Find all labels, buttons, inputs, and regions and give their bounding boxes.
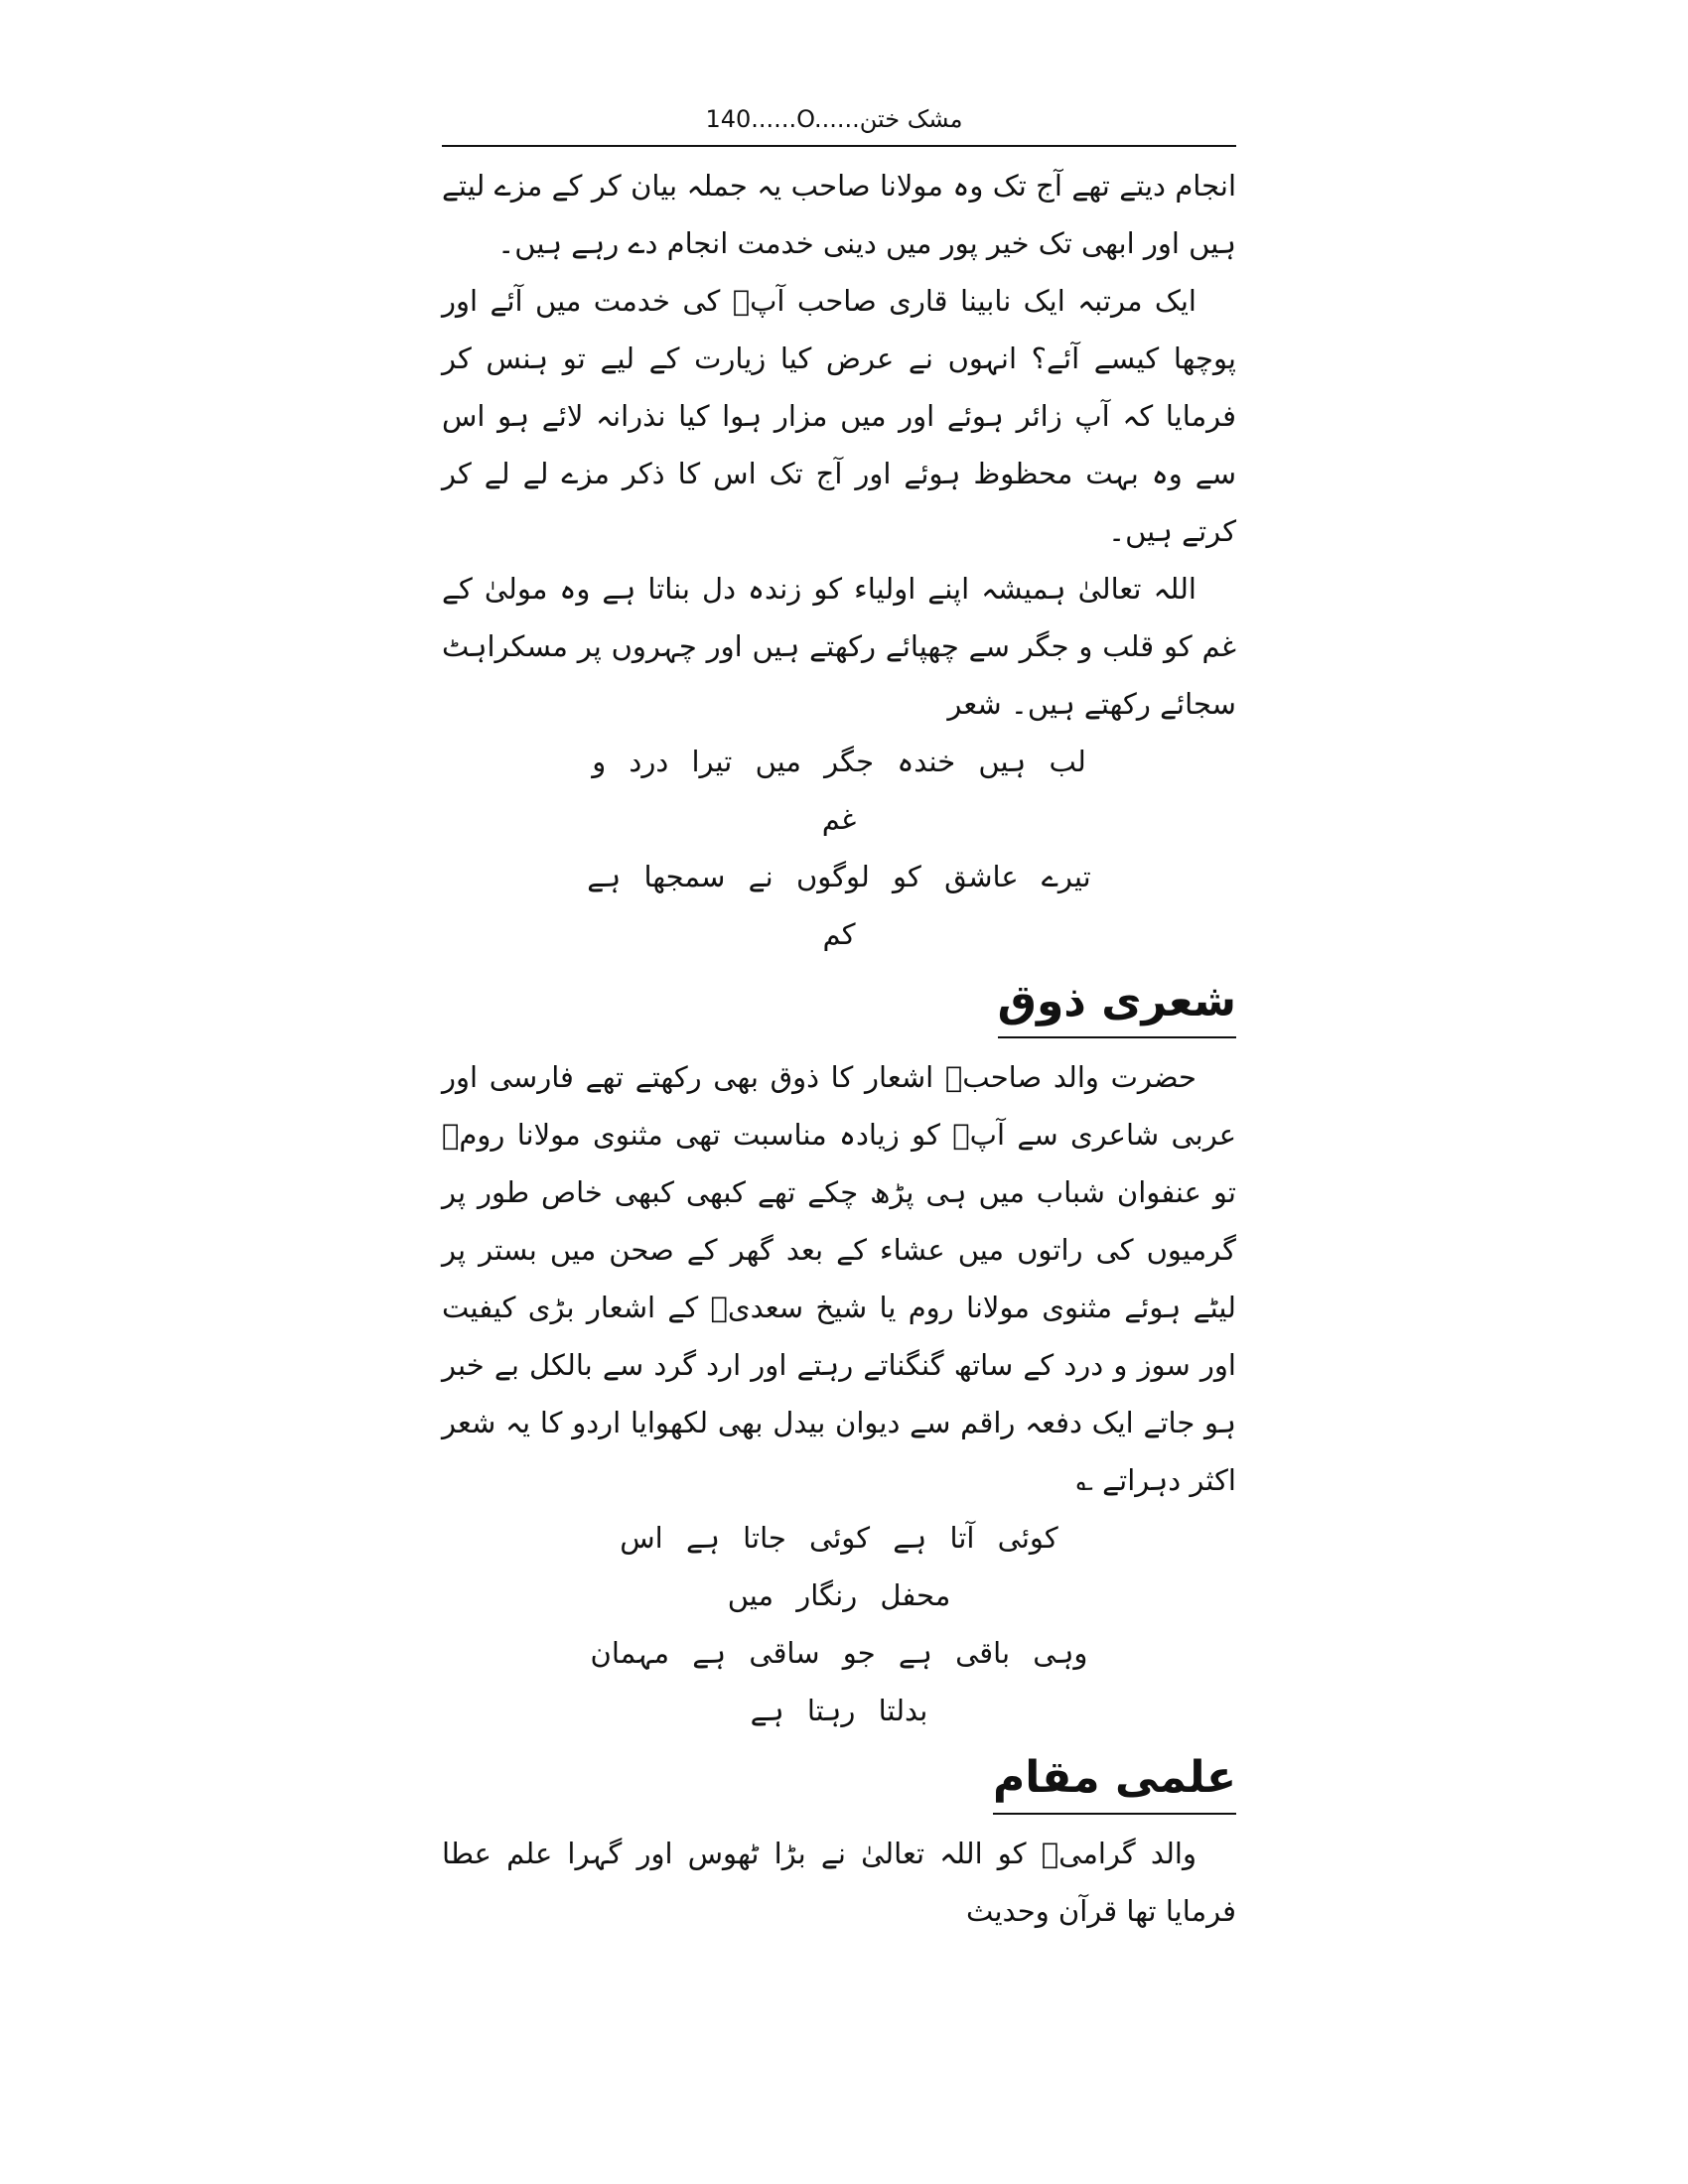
- verse-1-line-2: تیرے عاشق کو لوگوں نے سمجھا ہے کم: [587, 860, 1091, 951]
- heading-text: شعری ذوق: [998, 971, 1236, 1038]
- verse-2-line-1: کوئی آتا ہے کوئی جاتا ہے اس محفل رنگار میں: [620, 1521, 1058, 1612]
- paragraph-5: والد گرامیؒ کو اللہ تعالیٰ نے بڑا ٹھوس اور گہرا علم عطا فرمایا تھا قرآن وحدیث: [442, 1837, 1236, 1928]
- heading-text: علمی مقام: [993, 1747, 1236, 1815]
- paragraph-4: حضرت والد صاحبؒ اشعار کا ذوق بھی رکھتے تھے فارسی اور عربی شاعری سے آپؒ کو زیادہ مناسبت تھی مثنوی مولانا رومؒ تو عنفوان شباب میں ہی پڑھ چکے تھے کبھی کبھی خاص طور پر گرمیوں کی راتوں میں عشاء کے بعد گھر کے صحن میں بستر پر لیٹے ہوئے مثنوی مولانا روم یا شیخ سعدیؒ کے اشعار بڑی کیفیت اور سوز و درد کے ساتھ گنگناتے رہتے اور ارد گرد سے بالکل بے خبر ہو جاتے ایک دفعہ راقم سے دیوان بیدل بھی لکھوایا اردو کا یہ شعر اکثر دہراتے ؎: [442, 1060, 1236, 1497]
- paragraph-2: ایک مرتبہ ایک نابینا قاری صاحب آپؒ کی خدمت میں آئے اور پوچھا کیسے آئے؟ انہوں نے عرض کیا زیارت کے لیے تو ہنس کر فرمایا کہ آپ زائر ہوئے اور میں مزار ہوا کیا نذرانہ لائے ہو اس سے وہ بہت محظوظ ہوئے اور آج تک اس کا ذکر مزے لے لے کر کرتے ہیں۔: [442, 284, 1236, 548]
- verse-2-line-2: وہی باقی ہے جو ساقی ہے مہمان بدلتا رہتا ہے: [590, 1636, 1088, 1727]
- book-title: مشک ختن: [859, 105, 963, 133]
- verse-1-line-1: لب ہیں خندہ جگر میں تیرا درد و غم: [592, 745, 1086, 836]
- paragraph-1: انجام دیتے تھے آج تک وہ مولانا صاحب یہ جملہ بیان کر کے مزے لیتے ہیں اور ابھی تک خیر پور میں دینی خدمت انجام دے رہے ہیں۔: [442, 169, 1236, 260]
- paragraph-3: اللہ تعالیٰ ہمیشہ اپنے اولیاء کو زندہ دل بناتا ہے وہ مولیٰ کے غم کو قلب و جگر سے چھپائے رکھتے ہیں اور چہروں پر مسکراہٹ سجائے رکھتے ہیں۔ شعر: [442, 572, 1236, 721]
- section-heading-poetic-taste: [442, 971, 1236, 1038]
- page-body: [442, 157, 1236, 1928]
- section-heading-scholarly-status: [442, 1747, 1236, 1815]
- page-header: [437, 99, 1231, 139]
- header-rule: [442, 145, 1236, 147]
- page-number: 140: [705, 105, 752, 133]
- header-separator: ......O......: [751, 105, 860, 133]
